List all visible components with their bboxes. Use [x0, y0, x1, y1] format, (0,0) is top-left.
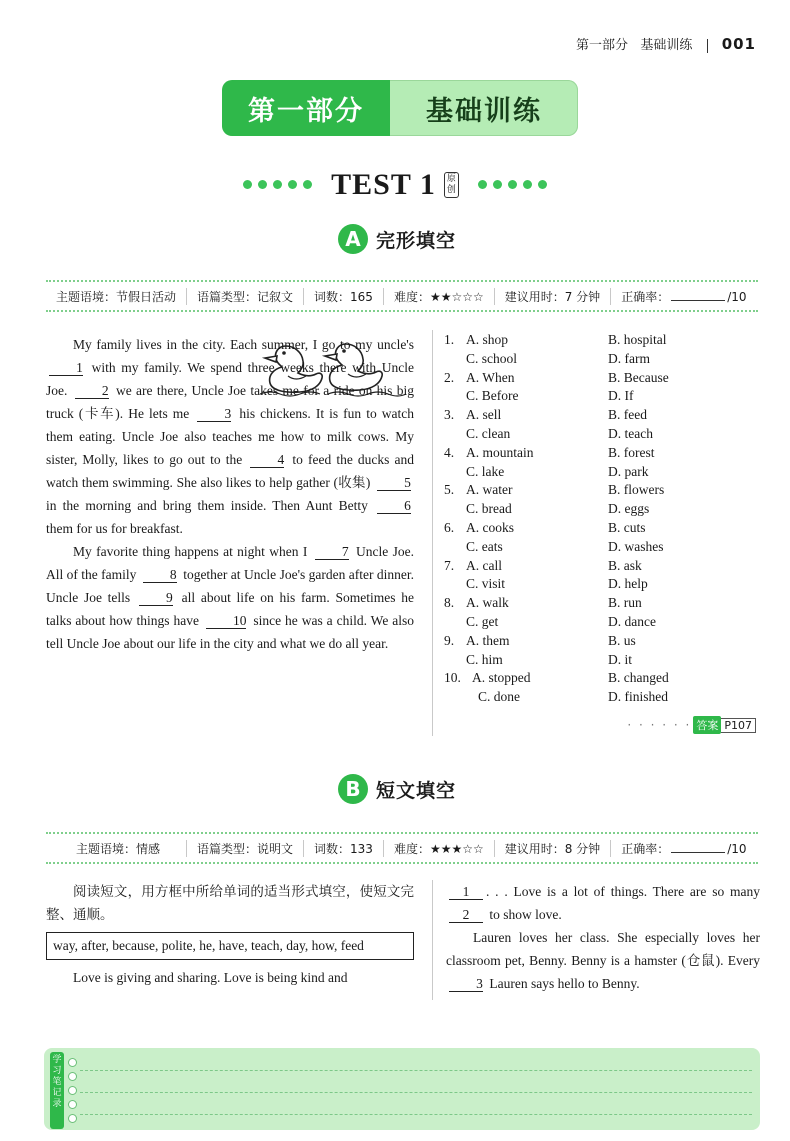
notes-bar — [44, 1048, 760, 1130]
section-b-badge: B — [338, 774, 368, 804]
passage-a — [46, 333, 414, 655]
answer-reference — [627, 716, 756, 734]
option-row — [444, 351, 764, 370]
option-b[interactable]: B. flowers — [608, 482, 665, 498]
option-d[interactable]: D. help — [608, 576, 648, 592]
passage-text: My family lives in the city. Each summer, I go to my uncle's — [73, 337, 414, 352]
section-a-badge: A — [338, 224, 368, 254]
section-b-right — [446, 880, 760, 995]
section-a-heading — [338, 224, 456, 254]
option-row — [444, 539, 764, 558]
leader-dots: · · · · · · — [627, 718, 692, 732]
accuracy-field — [611, 288, 758, 305]
accuracy-label: 正确率： — [621, 841, 670, 856]
note-line[interactable] — [80, 1070, 752, 1071]
note-line[interactable] — [80, 1092, 752, 1093]
note-line[interactable] — [80, 1114, 752, 1115]
column-divider-a — [432, 330, 433, 736]
passage-text: all about life on his farm. Sometimes he talks about how things have — [46, 590, 414, 628]
passage-text: Uncle Joe. All of the family — [46, 544, 414, 582]
decor-dots-right — [475, 176, 550, 194]
passage-b-start: Love is giving and sharing. Love is being kind and — [73, 970, 348, 985]
accuracy-field — [611, 840, 758, 857]
section-b-left — [46, 880, 414, 989]
word-count: 词数：133 — [304, 840, 384, 857]
passage-text: his chickens. It is fun to watch them eating. Uncle Joe also teaches me how to milk cows. My sister, Molly, likes to go out to the — [46, 406, 414, 467]
option-b[interactable]: B. ask — [608, 557, 642, 573]
binder-ring — [68, 1072, 77, 1081]
answer-blank-3[interactable]: 3 — [197, 406, 231, 422]
option-d[interactable]: D. eggs — [608, 501, 650, 517]
option-a[interactable]: A. stopped — [472, 670, 531, 686]
option-b[interactable]: B. forest — [608, 444, 655, 460]
passage-text: to show love. — [486, 907, 562, 922]
answer-blank-7[interactable]: 7 — [315, 544, 349, 560]
option-row — [444, 426, 764, 445]
option-row — [444, 520, 764, 539]
option-c[interactable]: C. Before — [466, 388, 519, 404]
column-divider-b — [432, 880, 433, 1000]
option-a[interactable]: A. When — [466, 369, 515, 385]
answer-blank-2[interactable]: 2 — [449, 907, 483, 923]
option-b[interactable]: B. us — [608, 632, 636, 648]
notes-label: 学习笔记录 — [50, 1052, 64, 1129]
option-a[interactable]: A. call — [466, 557, 502, 573]
option-row — [444, 501, 764, 520]
answer-blank-1[interactable]: 1 — [449, 884, 483, 900]
running-head-part: 第一部分 — [575, 38, 628, 53]
passage-paragraph — [46, 540, 414, 655]
section-b-heading — [338, 774, 456, 804]
suggested-time: 建议用时：7 分钟 — [495, 288, 611, 305]
difficulty-rating: 难度：★★★☆☆ — [384, 840, 495, 857]
passage-text: Lauren says hello to Benny. — [486, 976, 640, 991]
option-row — [444, 633, 764, 652]
question-number: 5. — [444, 482, 455, 498]
option-row — [444, 464, 764, 483]
answer-blank-2[interactable]: 2 — [75, 383, 109, 399]
option-row — [444, 614, 764, 633]
option-b[interactable]: B. feed — [608, 407, 647, 423]
option-row — [444, 482, 764, 501]
passage-text: in the morning and bring them inside. Then Aunt Betty — [46, 498, 374, 513]
question-number: 2. — [444, 369, 455, 385]
passage-a-body — [46, 333, 414, 655]
option-d[interactable]: D. teach — [608, 425, 653, 441]
word-count: 词数：165 — [304, 288, 384, 305]
section-b-info-bar — [46, 832, 758, 864]
option-row — [444, 388, 764, 407]
option-a[interactable]: A. them — [466, 632, 510, 648]
passage-text: since he was a child. We also tell Uncle Joe about our life in the city and what we do all year. — [46, 613, 414, 651]
answer-blank-10[interactable]: 10 — [206, 613, 247, 629]
option-c[interactable]: C. get — [466, 613, 499, 629]
option-row — [444, 652, 764, 671]
option-d[interactable]: D. finished — [608, 689, 668, 705]
answer-blank-8[interactable]: 8 — [143, 567, 177, 583]
option-d[interactable]: D. it — [608, 651, 633, 667]
option-b[interactable]: B. changed — [608, 670, 669, 686]
option-c[interactable]: C. lake — [466, 463, 505, 479]
option-row — [444, 576, 764, 595]
original-tag: 原创 — [444, 172, 459, 198]
instruction: 阅读短文，用方框中所给单词的适当形式填空，使短文完整、通顺。 — [46, 884, 414, 922]
accuracy-label: 正确率： — [621, 289, 670, 304]
option-d[interactable]: D. washes — [608, 538, 664, 554]
passage-text: . . . Love is a lot of things. There are so many — [486, 884, 760, 899]
binder-ring — [68, 1086, 77, 1095]
suggested-time: 建议用时：8 分钟 — [495, 840, 611, 857]
answer-page[interactable]: P107 — [721, 718, 756, 733]
option-c[interactable]: C. him — [466, 651, 503, 667]
passage-b-body — [446, 880, 760, 995]
option-a[interactable]: A. sell — [466, 407, 502, 423]
passage-text: together at Uncle Joe's garden after dinner. Uncle Joe tells — [46, 567, 414, 605]
passage-text: with my family. We spend three weeks there with Uncle Joe. — [46, 360, 414, 398]
accuracy-blank[interactable] — [671, 852, 725, 853]
answer-blank-5[interactable]: 5 — [377, 475, 411, 491]
option-c[interactable]: C. done — [478, 689, 520, 705]
question-number: 3. — [444, 407, 455, 423]
option-d[interactable]: D. farm — [608, 350, 650, 366]
option-d[interactable]: D. dance — [608, 613, 656, 629]
section-a-info-bar — [46, 280, 758, 312]
accuracy-total: /10 — [727, 289, 747, 304]
option-c[interactable]: C. bread — [466, 501, 512, 517]
option-b[interactable]: B. Because — [608, 369, 669, 385]
answer-blank-4[interactable]: 4 — [250, 452, 284, 468]
option-b[interactable]: B. run — [608, 595, 642, 611]
answer-blank-9[interactable]: 9 — [139, 590, 173, 606]
accuracy-blank[interactable] — [671, 300, 725, 301]
decor-dots-left — [240, 176, 315, 194]
question-number: 4. — [444, 444, 455, 460]
binder-ring — [68, 1114, 77, 1123]
theme-info: 主题语境：节假日活动 — [46, 288, 187, 305]
passage-paragraph — [446, 926, 760, 995]
option-a[interactable]: A. walk — [466, 595, 509, 611]
question-number: 7. — [444, 557, 455, 573]
option-b[interactable]: B. cuts — [608, 519, 646, 535]
theme-info: 主题语境：情感 — [46, 840, 187, 857]
accuracy-total: /10 — [727, 841, 747, 856]
option-c[interactable]: C. visit — [466, 576, 506, 592]
passage-text: them for us for breakfast. — [46, 521, 183, 536]
part-banner — [222, 80, 578, 136]
running-head-section: 基础训练 — [640, 38, 693, 53]
answer-blank-3[interactable]: 3 — [449, 976, 483, 992]
banner-part: 第一部分 — [222, 80, 390, 136]
test-title: TEST 1 — [331, 168, 436, 201]
section-b-title: 短文填空 — [376, 779, 457, 802]
passage-text: My favorite thing happens at night when I — [73, 544, 312, 559]
test-heading — [0, 168, 790, 202]
running-head — [576, 34, 756, 53]
section-a-title: 完形填空 — [376, 229, 457, 252]
option-a[interactable]: A. cooks — [466, 519, 514, 535]
options-list — [444, 332, 764, 708]
question-number: 8. — [444, 595, 455, 611]
option-row — [444, 332, 764, 351]
passage-text: Lauren loves her class. She especially loves her classroom pet, Benny. Benny is a hamster (仓鼠). Every — [446, 930, 760, 968]
banner-title: 基础训练 — [426, 95, 542, 127]
option-a[interactable]: A. shop — [466, 332, 509, 347]
passage-paragraph — [46, 333, 414, 540]
option-row — [444, 445, 764, 464]
option-c[interactable]: C. school — [466, 350, 518, 366]
page-number: 001 — [721, 35, 756, 53]
option-c[interactable]: C. eats — [466, 538, 503, 554]
option-a[interactable]: A. mountain — [466, 444, 534, 460]
binder-ring — [68, 1058, 77, 1067]
answer-label: 答案 — [693, 716, 721, 734]
option-row — [444, 407, 764, 426]
genre-info: 语篇类型：说明文 — [187, 840, 304, 857]
option-row — [444, 595, 764, 614]
question-number: 1. — [444, 332, 455, 347]
option-row — [444, 558, 764, 577]
option-c[interactable]: C. clean — [466, 425, 511, 441]
passage-text: we are there, Uncle Joe takes me for a ride on his big truck (卡车). He lets me — [46, 383, 414, 421]
answer-blank-1[interactable]: 1 — [49, 360, 83, 376]
question-number: 9. — [444, 632, 455, 648]
passage-paragraph — [446, 880, 760, 926]
option-d[interactable]: D. If — [608, 388, 634, 404]
answer-blank-6[interactable]: 6 — [377, 498, 411, 514]
option-d[interactable]: D. park — [608, 463, 649, 479]
passage-text: to feed the ducks and watch them swimming. She also likes to help gather (收集) — [46, 452, 415, 490]
binder-ring — [68, 1100, 77, 1109]
genre-info: 语篇类型：记叙文 — [187, 288, 304, 305]
question-number: 10. — [444, 670, 461, 686]
option-row — [444, 689, 764, 708]
option-row — [444, 370, 764, 389]
question-number: 6. — [444, 519, 455, 535]
option-b[interactable]: B. hospital — [608, 332, 667, 347]
word-box: way, after, because, polite, he, have, teach, day, how, feed — [46, 932, 414, 960]
option-row — [444, 670, 764, 689]
option-a[interactable]: A. water — [466, 482, 513, 498]
running-head-divider — [707, 39, 708, 53]
difficulty-rating: 难度：★★☆☆☆ — [384, 288, 495, 305]
